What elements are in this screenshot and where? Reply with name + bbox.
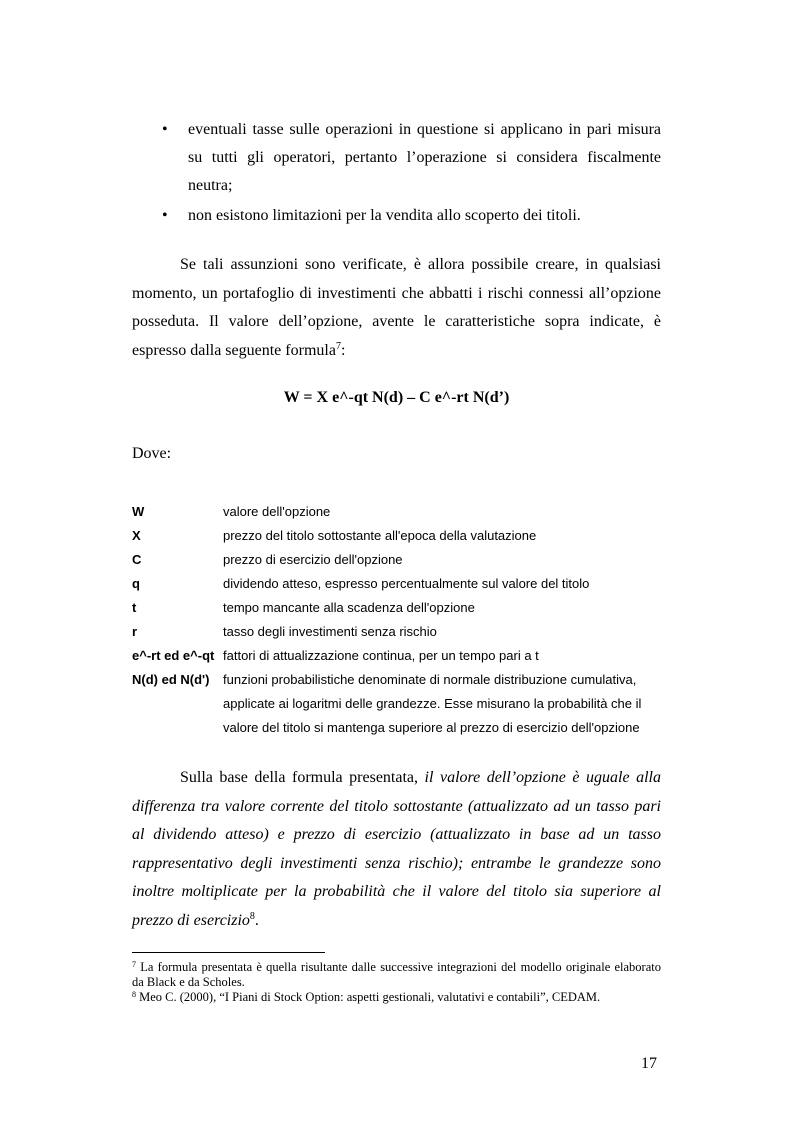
footnotes <box>132 960 661 1005</box>
formula: W = X e^-qt N(d) – C e^-rt N(d’) <box>283 389 510 406</box>
paragraph-text: Se tali assunzioni sono verificate, è allora possibile creare, in qualsiasi momento, un portafoglio di investimenti che abbatti i rischi connessi all’opzione posseduta. Il valore dell’opzione, avente le caratteristiche sopra indicate, è espresso dalla seguente formula <box>132 256 661 359</box>
definition-row <box>132 644 672 668</box>
paragraph <box>132 764 661 935</box>
definition-description: prezzo di esercizio dell'opzione <box>223 552 403 567</box>
definition-symbol: e^-rt ed e^-qt <box>132 648 215 663</box>
footnote <box>132 990 661 1005</box>
footnote-ref: 7 <box>335 340 341 352</box>
definition-description: tasso degli investimenti senza rischio <box>223 624 437 639</box>
bullet-icon: • <box>162 121 168 138</box>
footnote <box>132 960 661 990</box>
definition-description: dividendo atteso, espresso percentualmente sul valore del titolo <box>223 576 590 591</box>
definition-description: valore dell'opzione <box>223 504 331 519</box>
definition-symbol: t <box>132 600 137 615</box>
list-item <box>132 116 661 200</box>
paragraph <box>132 251 661 365</box>
definition-symbol: X <box>132 528 141 543</box>
dove-label: Dove: <box>132 445 172 462</box>
definition-symbol: q <box>132 576 140 591</box>
footnote-text: Meo C. (2000), “I Piani di Stock Option: aspetti gestionali, valutativi e contabili”, CEDAM. <box>139 990 601 1004</box>
footnote-divider <box>132 952 325 953</box>
paragraph-tail: . <box>254 911 259 929</box>
page-number: 17 <box>641 1055 657 1072</box>
footnote-ref: 8 <box>249 910 255 922</box>
footnote-number: 8 <box>132 990 136 999</box>
definition-list <box>132 500 672 740</box>
definition-row <box>132 620 672 644</box>
definition-description: fattori di attualizzazione continua, per un tempo pari a t <box>223 648 539 663</box>
definition-symbol: r <box>132 624 138 639</box>
definition-row <box>132 548 672 572</box>
list-item <box>132 202 661 230</box>
definition-row <box>132 668 672 740</box>
definition-row <box>132 500 672 524</box>
definition-row <box>132 524 672 548</box>
definition-description: tempo mancante alla scadenza dell'opzione <box>223 600 475 615</box>
bullet-icon: • <box>162 207 168 224</box>
list-item-text: non esistono limitazioni per la vendita allo scoperto dei titoli. <box>188 207 581 224</box>
definition-row <box>132 596 672 620</box>
paragraph-tail: : <box>340 341 346 359</box>
definition-description: funzioni probabilistiche denominate di normale distribuzione cumulativa, applicate ai logaritmi delle grandezze. Esse misurano la probabilità che il valore del titolo si mantenga superiore al prezzo di esercizio dell'opzione <box>223 672 642 735</box>
list-item-text: eventuali tasse sulle operazioni in questione si applicano in pari misura su tutti gli operatori, pertanto l’operazione si considera fiscalmente neutra; <box>188 121 661 194</box>
definition-symbol: C <box>132 552 142 567</box>
definition-description: prezzo del titolo sottostante all'epoca della valutazione <box>223 528 537 543</box>
footnote-number: 7 <box>132 960 136 969</box>
italic-text: il valore dell’opzione è uguale alla differenza tra valore corrente del titolo sottostante (attualizzato ad un tasso pari al dividendo atteso) e prezzo di esercizio (attualizzato in base ad un tasso rappresentativo degli investimenti senza rischio); entrambe le grandezze sono inoltre moltiplicate per la probabilità che il valore del titolo sia superiore al prezzo di esercizio <box>132 769 661 929</box>
definition-symbol: N(d) ed N(d') <box>132 672 210 687</box>
paragraph-text: Sulla base della formula presentata, <box>180 769 425 786</box>
definition-symbol: W <box>132 504 145 519</box>
footnote-text: La formula presentata è quella risultante dalle successive integrazioni del modello originale elaborato da Black e da Scholes. <box>132 960 661 989</box>
definition-row <box>132 572 672 596</box>
assumption-list <box>132 116 661 232</box>
